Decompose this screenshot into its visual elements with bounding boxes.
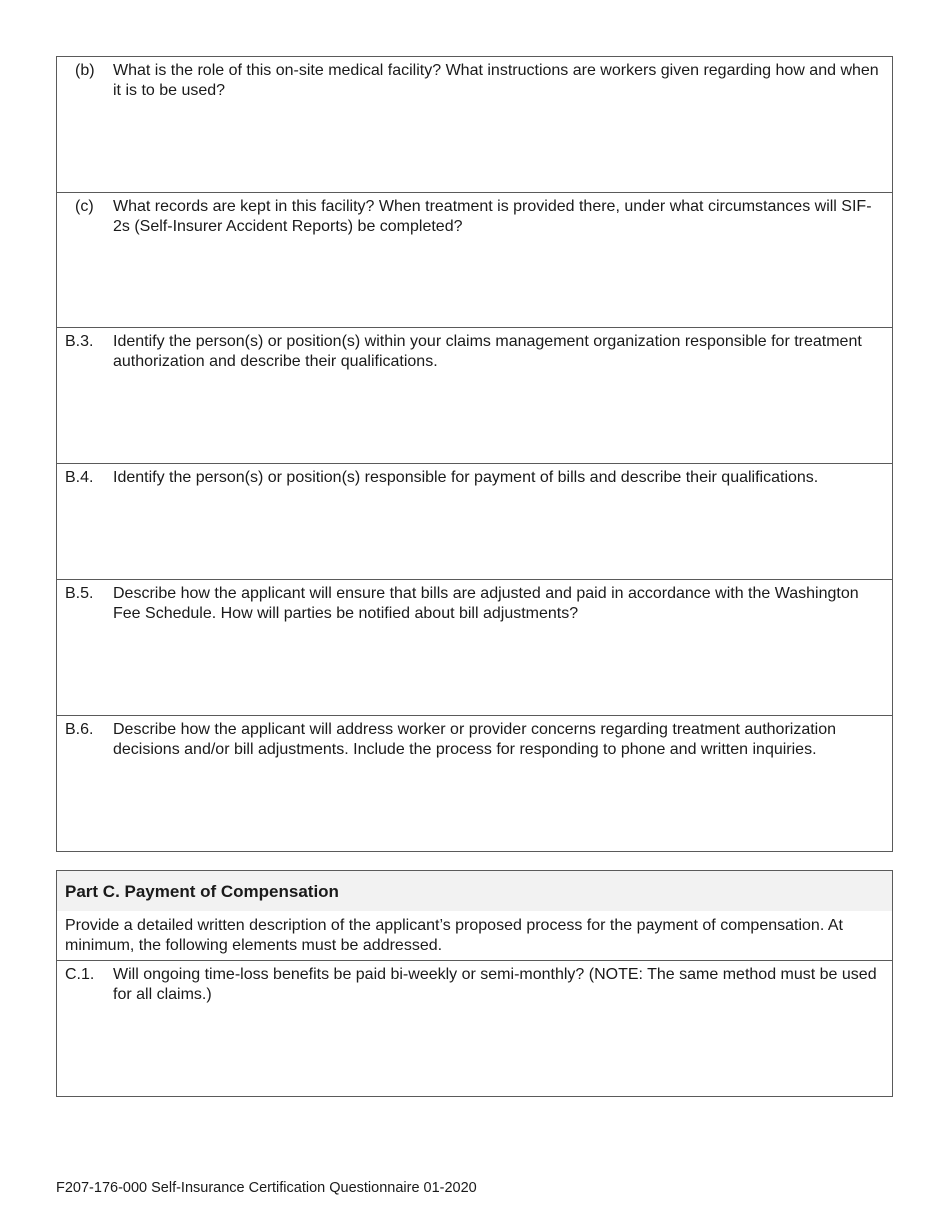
question-text: Describe how the applicant will address worker or provider concerns regarding treatment authorization decisions and/or bill adjustments. Include the process for responding to phone and written inquiries. [113, 721, 837, 758]
question-row-b6 [57, 716, 892, 851]
part-b-questions-table [56, 56, 893, 852]
form-footer: F207-176-000 Self-Insurance Certification Questionnaire 01-2020 [56, 1180, 477, 1196]
part-c-section [56, 870, 893, 1097]
question-text: What records are kept in this facility? When treatment is provided there, under what circumstances will SIF-2s (Self-Insurer Accident Reports) be completed? [113, 198, 872, 235]
question-number: B.5. [65, 585, 94, 602]
section-intro-text: Provide a detailed written description of the applicant’s proposed process for the payment of compensation. At minimum, the following elements must be addressed. [65, 917, 843, 954]
question-text: What is the role of this on-site medical facility? What instructions are workers given regarding how and when it is to be used? [113, 62, 879, 99]
question-text: Identify the person(s) or position(s) within your claims management organization responsible for treatment authorization and describe their qualifications. [113, 333, 862, 370]
question-number: B.6. [65, 721, 94, 738]
question-row-b [57, 57, 892, 193]
question-number: C.1. [65, 966, 95, 983]
question-row-b4 [57, 464, 892, 580]
question-text: Will ongoing time-loss benefits be paid bi-weekly or semi-monthly? (NOTE: The same method must be used for all claims.) [113, 966, 877, 1003]
question-row-b3 [57, 328, 892, 464]
question-number: B.3. [65, 333, 94, 350]
question-text: Describe how the applicant will ensure that bills are adjusted and paid in accordance with the Washington Fee Schedule. How will parties be notified about bill adjustments? [113, 585, 859, 622]
question-number: (b) [75, 62, 95, 79]
section-intro [57, 911, 892, 961]
section-title: Part C. Payment of Compensation [65, 882, 339, 901]
question-number: B.4. [65, 469, 94, 486]
question-row-c [57, 193, 892, 328]
question-row-c1 [57, 961, 892, 1096]
question-row-b5 [57, 580, 892, 716]
question-number: (c) [75, 198, 94, 215]
section-header [57, 871, 892, 911]
question-text: Identify the person(s) or position(s) responsible for payment of bills and describe their qualifications. [113, 469, 819, 486]
